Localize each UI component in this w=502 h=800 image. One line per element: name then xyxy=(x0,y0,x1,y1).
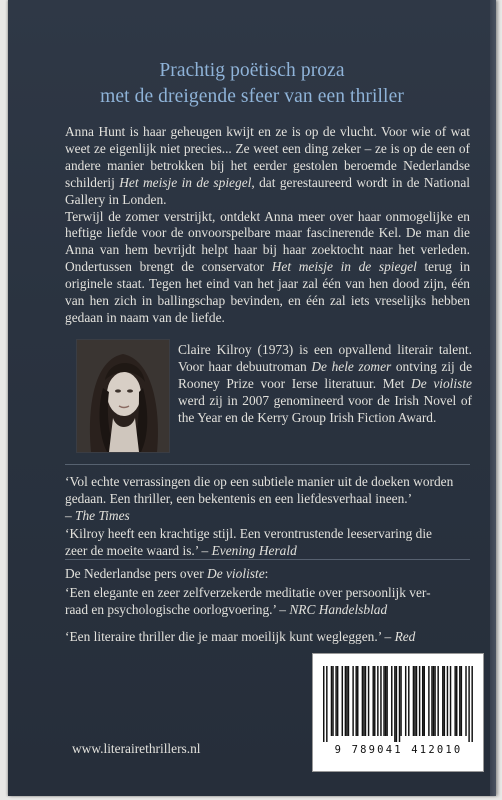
isbn-number: 9 789041 412010 xyxy=(334,744,463,756)
synopsis-paragraph-2 xyxy=(65,209,470,327)
bio-line: ontving zij de xyxy=(391,358,473,374)
bio-line: Voor haar debuutroman xyxy=(178,358,312,374)
review-quote-times xyxy=(65,474,470,525)
barcode-bar xyxy=(377,666,378,736)
quote-line-with-source xyxy=(65,602,470,619)
barcode-bar xyxy=(396,666,397,742)
barcode-bar xyxy=(337,666,338,736)
barcode-bar xyxy=(459,666,460,736)
synopsis-line: Anna Hunt is haar geheugen kwijt en ze is op de vlucht. Voor wie of xyxy=(65,124,447,139)
quote-source: NRC Handelsblad xyxy=(289,601,388,617)
barcode-bar xyxy=(374,666,375,736)
quote-line: ‘Vol echte verrassingen die op een subtiele manier uit de doeken worden xyxy=(65,474,454,489)
barcode-bar xyxy=(385,666,386,736)
synopsis-line: vreselijks hebben gedaan in naam van de liefde. xyxy=(65,293,470,325)
quote-line: zeer de moeite waard is.’ – xyxy=(65,542,212,558)
press-intro-colon: : xyxy=(264,566,269,581)
barcode-bar xyxy=(450,666,451,736)
quote-line: ‘Een literaire thriller die je maar moeilijk kunt wegleggen.’ – xyxy=(65,629,395,644)
barcode-bar xyxy=(405,666,406,736)
press-intro-text: De Nederlandse pers over xyxy=(65,566,208,581)
barcode-bar xyxy=(346,666,347,736)
barcode-bar xyxy=(416,666,417,736)
barcode-bar xyxy=(399,666,400,742)
barcode-bar xyxy=(355,666,356,736)
synopsis-line: terug in originele staat. Tegen het eind van het jaar zal één van hen xyxy=(65,259,471,292)
synopsis-line: , dat gerestaureerd wordt xyxy=(251,174,388,190)
barcode-bar xyxy=(447,666,448,736)
barcode-bar xyxy=(362,666,363,736)
debut-title: De hele zomer xyxy=(311,358,392,374)
barcode-bar xyxy=(413,666,414,736)
barcode-bar xyxy=(335,666,336,736)
painting-title: Het meisje in de spiegel xyxy=(271,259,417,275)
barcode-bars xyxy=(323,666,473,742)
barcode-bar xyxy=(422,666,423,736)
barcode-bar xyxy=(444,666,445,736)
barcode-bar xyxy=(345,666,346,736)
bio-line: werd zij in 2007 genomineerd voor de Irish Novel xyxy=(178,392,457,408)
barcode-bar xyxy=(394,666,395,742)
author-photo xyxy=(76,339,170,453)
barcode-bar xyxy=(454,666,455,736)
barcode-bar xyxy=(326,666,327,742)
quote-source: Evening Herald xyxy=(211,542,297,558)
barcode-bar xyxy=(461,666,462,736)
press-novel-title: De violiste xyxy=(207,566,265,581)
barcode-bar xyxy=(357,666,358,736)
synopsis-line: in de National Gallery in Londen. xyxy=(65,174,470,207)
painting-title: Het meisje in de spiegel xyxy=(119,174,252,190)
author-bio xyxy=(178,342,472,427)
headline-line-2: met de dreigende sfeer van een thriller xyxy=(100,86,404,107)
barcode-bar xyxy=(323,666,324,742)
quote-line: ‘Een elegante en zeer zelfverzekerde meditatie over persoonlijk ver- xyxy=(65,585,431,600)
synopsis-line: Nederlandse schilderij xyxy=(65,157,470,190)
cover-headline xyxy=(8,58,496,110)
synopsis-line: verleden. Ondertussen brengt de conservator xyxy=(65,242,470,275)
quote-source: Red xyxy=(394,629,416,644)
barcode-bar xyxy=(428,666,429,736)
barcode-bar xyxy=(408,666,409,736)
barcode-bar xyxy=(433,666,434,736)
barcode-bar xyxy=(391,666,392,736)
quote-source: – The Times xyxy=(65,507,130,523)
synopsis-line: Terwijl de zomer verstrijkt, ontdekt Anna meer over haar onmogelijke xyxy=(65,208,453,224)
synopsis-line: en heftige liefde voor de onvoorspelbare maar fascinerende Kel. De xyxy=(65,208,470,241)
barcode-bar xyxy=(442,666,443,736)
review-quote-red xyxy=(65,629,470,646)
barcode-bar xyxy=(332,666,333,736)
barcode-bar xyxy=(342,666,343,736)
barcode-bar xyxy=(465,666,466,736)
headline-line-1: Prachtig poëtisch proza xyxy=(159,60,345,81)
barcode-bar xyxy=(383,666,384,736)
quote-line: gedaan. Een thriller, een bekentenis en een liefdesverhaal ineen.’ xyxy=(65,490,413,506)
synopsis-line: dood zijn, één van hen zich in ballingschap bevinden, en één zal iets xyxy=(65,276,470,309)
synopsis-line: man die Anna van hem bevrijdt helpt haar bij haar zoektocht naar het xyxy=(65,225,470,258)
barcode-bar xyxy=(331,666,332,736)
section-divider xyxy=(65,559,470,560)
novel-title: De violiste xyxy=(411,375,472,391)
cover-edge xyxy=(490,0,496,796)
publisher-website-link[interactable]: www.literairethrillers.nl xyxy=(72,741,201,756)
barcode-bar xyxy=(368,666,369,736)
bio-line: Rooney Prize voor Ierse literatuur. Met xyxy=(178,375,412,391)
barcode-bar xyxy=(380,666,381,736)
barcode-bar xyxy=(386,666,387,736)
bio-line: Claire Kilroy (1973) is een opvallend literair talent. xyxy=(178,342,472,357)
barcode-bar xyxy=(365,666,366,736)
section-divider xyxy=(65,464,470,465)
isbn-barcode xyxy=(312,653,484,772)
synopsis-paragraph-1 xyxy=(65,124,470,209)
barcode-bar xyxy=(363,666,364,736)
barcode-bar xyxy=(424,666,425,736)
book-back-cover xyxy=(8,0,496,796)
bio-line: of the Year en de Kerry Group Irish Fiction Award. xyxy=(178,392,472,425)
barcode-bar xyxy=(456,666,457,736)
review-quote-nrc xyxy=(65,585,470,619)
quote-line-with-source xyxy=(65,543,470,560)
barcode-bar xyxy=(468,666,469,742)
quote-line: ‘Kilroy heeft een krachtige stijl. Een verontrustende leeservaring die xyxy=(65,526,432,541)
barcode-bar xyxy=(431,666,432,736)
barcode-bar xyxy=(471,666,472,742)
barcode-bar xyxy=(434,666,435,736)
quote-line: raad en psychologische oorlogvoering.’ – xyxy=(65,601,290,617)
author-portrait-image xyxy=(77,340,169,452)
synopsis xyxy=(65,124,470,327)
synopsis-line: wat weet ze eigenlijk niet precies... Ze weet een ding zeker – ze is op xyxy=(65,124,470,156)
barcode-bar xyxy=(414,666,415,736)
barcode-bar xyxy=(437,666,438,736)
barcode-bar xyxy=(348,666,349,736)
barcode-bar xyxy=(352,666,353,736)
review-quote-evening-herald xyxy=(65,526,470,560)
barcode-bar xyxy=(400,666,401,736)
synopsis-line: de een of andere manier betrokken bij het eerder gestolen beroemde xyxy=(65,140,470,173)
barcode-bar xyxy=(372,666,373,736)
barcode-bar xyxy=(419,666,420,736)
press-intro xyxy=(65,566,470,583)
